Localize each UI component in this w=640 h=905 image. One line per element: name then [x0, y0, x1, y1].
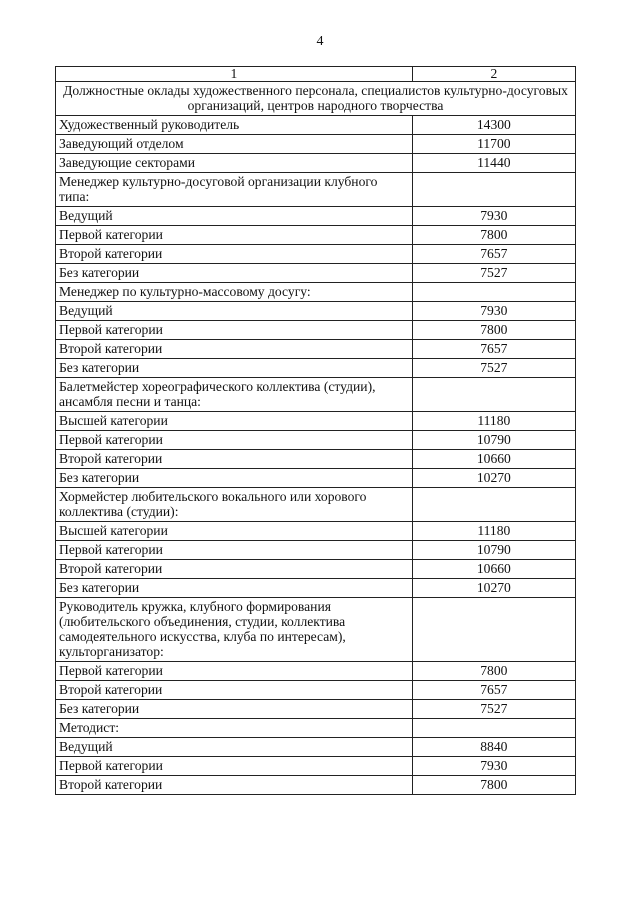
- salary-value: 11440: [412, 154, 575, 173]
- table-row: [56, 173, 576, 207]
- position-label: Ведущий: [56, 302, 413, 321]
- column-number-1: 1: [56, 67, 413, 82]
- table-row: [56, 541, 576, 560]
- table-row: [56, 264, 576, 283]
- table-row: [56, 757, 576, 776]
- position-label: Заведующий отделом: [56, 135, 413, 154]
- salary-value: 7657: [412, 245, 575, 264]
- position-label: Первой категории: [56, 757, 413, 776]
- position-label: Менеджер по культурно-массовому досугу:: [56, 283, 413, 302]
- salary-value: 7800: [412, 662, 575, 681]
- salary-value: [412, 378, 575, 412]
- position-label: Первой категории: [56, 662, 413, 681]
- salary-value: 10660: [412, 450, 575, 469]
- salary-value: 7930: [412, 207, 575, 226]
- table-row: [56, 340, 576, 359]
- table-row: [56, 154, 576, 173]
- table-row: [56, 522, 576, 541]
- position-label: Второй категории: [56, 560, 413, 579]
- position-label: Высшей категории: [56, 412, 413, 431]
- table-row: [56, 431, 576, 450]
- table-row: [56, 738, 576, 757]
- salary-value: 7657: [412, 681, 575, 700]
- position-label: Методист:: [56, 719, 413, 738]
- salary-value: 7657: [412, 340, 575, 359]
- position-label: Менеджер культурно-досуговой организации клубного типа:: [56, 173, 413, 207]
- table-row: [56, 359, 576, 378]
- salary-value: 7800: [412, 226, 575, 245]
- section-title-row: [56, 82, 576, 116]
- table-row: [56, 116, 576, 135]
- table-row: [56, 412, 576, 431]
- table-row: [56, 776, 576, 795]
- table-row: [56, 245, 576, 264]
- position-label: Художественный руководитель: [56, 116, 413, 135]
- position-label: Ведущий: [56, 738, 413, 757]
- column-number-row: [56, 67, 576, 82]
- position-label: Заведующие секторами: [56, 154, 413, 173]
- table-row: [56, 681, 576, 700]
- position-label: Без категории: [56, 579, 413, 598]
- table-row: [56, 560, 576, 579]
- position-label: Балетмейстер хореографического коллектива (студии), ансамбля песни и танца:: [56, 378, 413, 412]
- table-row: [56, 302, 576, 321]
- salary-value: [412, 598, 575, 662]
- salary-value: 10790: [412, 431, 575, 450]
- salary-value: 8840: [412, 738, 575, 757]
- column-number-2: 2: [412, 67, 575, 82]
- position-label: Руководитель кружка, клубного формирования (любительского объединения, студии, коллектива самодеятельного искусства, клуба по интересам), культорганизатор:: [56, 598, 413, 662]
- position-label: Второй категории: [56, 245, 413, 264]
- position-label: Без категории: [56, 700, 413, 719]
- table-row: [56, 321, 576, 340]
- table-row: [56, 598, 576, 662]
- position-label: Хормейстер любительского вокального или хорового коллектива (студии):: [56, 488, 413, 522]
- table-row: [56, 226, 576, 245]
- position-label: Первой категории: [56, 321, 413, 340]
- position-label: Первой категории: [56, 226, 413, 245]
- position-label: Ведущий: [56, 207, 413, 226]
- salary-value: 10270: [412, 469, 575, 488]
- position-label: Второй категории: [56, 340, 413, 359]
- table-row: [56, 700, 576, 719]
- position-label: Без категории: [56, 469, 413, 488]
- salary-value: 11700: [412, 135, 575, 154]
- position-label: Без категории: [56, 264, 413, 283]
- salary-value: [412, 283, 575, 302]
- salary-value: [412, 488, 575, 522]
- table-row: [56, 378, 576, 412]
- table-row: [56, 450, 576, 469]
- table-row: [56, 488, 576, 522]
- salary-value: 11180: [412, 522, 575, 541]
- position-label: Без категории: [56, 359, 413, 378]
- salary-value: 7527: [412, 700, 575, 719]
- salary-value: 7800: [412, 321, 575, 340]
- position-label: Первой категории: [56, 541, 413, 560]
- salary-value: 14300: [412, 116, 575, 135]
- salary-value: [412, 719, 575, 738]
- table-row: [56, 662, 576, 681]
- table-row: [56, 283, 576, 302]
- section-title: Должностные оклады художественного персонала, специалистов культурно-досуговых организаций, центров народного творчества: [56, 82, 576, 116]
- position-label: Второй категории: [56, 776, 413, 795]
- position-label: Второй категории: [56, 450, 413, 469]
- table-row: [56, 469, 576, 488]
- table-row: [56, 579, 576, 598]
- salary-value: [412, 173, 575, 207]
- salary-value: 7527: [412, 264, 575, 283]
- salary-value: 11180: [412, 412, 575, 431]
- salary-value: 7800: [412, 776, 575, 795]
- salary-value: 10270: [412, 579, 575, 598]
- position-label: Высшей категории: [56, 522, 413, 541]
- salary-value: 10660: [412, 560, 575, 579]
- salary-value: 7930: [412, 302, 575, 321]
- salary-value: 7527: [412, 359, 575, 378]
- position-label: Первой категории: [56, 431, 413, 450]
- table-row: [56, 135, 576, 154]
- page-number: 4: [316, 34, 324, 49]
- position-label: Второй категории: [56, 681, 413, 700]
- table-row: [56, 719, 576, 738]
- salary-value: 7930: [412, 757, 575, 776]
- salary-table: [55, 66, 576, 795]
- table-row: [56, 207, 576, 226]
- salary-value: 10790: [412, 541, 575, 560]
